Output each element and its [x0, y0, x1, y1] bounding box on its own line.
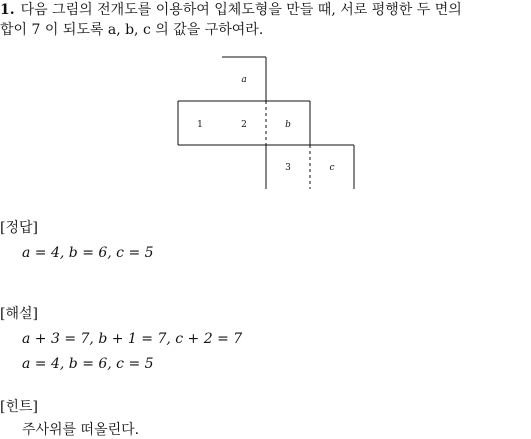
net-face-c: c — [329, 163, 335, 173]
net-face-3: 3 — [285, 163, 291, 173]
hint-header: [힌트] — [0, 399, 38, 415]
question-text-1: 다음 그림의 전개도를 이용하여 입체도형을 만들 때, 서로 평행한 두 면의 — [20, 2, 462, 18]
question-number: 1. — [0, 2, 15, 18]
question-line-2: 합이 7 이 되도록 a, b, c 의 값을 구하여라. — [0, 22, 264, 38]
net-face-1: 1 — [197, 120, 203, 130]
hint-line: 주사위를 떠올린다. — [22, 422, 140, 438]
answer-line: a = 4, b = 6, c = 5 — [22, 245, 154, 261]
explanation-line-1: a + 3 = 7, b + 1 = 7, c + 2 = 7 — [22, 331, 243, 347]
net-face-b: b — [285, 120, 291, 130]
answer-header: [정답] — [0, 220, 38, 236]
net-face-a: a — [241, 75, 247, 85]
net-face-2: 2 — [241, 120, 247, 130]
explanation-header: [해설] — [0, 306, 38, 322]
explanation-line-2: a = 4, b = 6, c = 5 — [22, 356, 154, 372]
